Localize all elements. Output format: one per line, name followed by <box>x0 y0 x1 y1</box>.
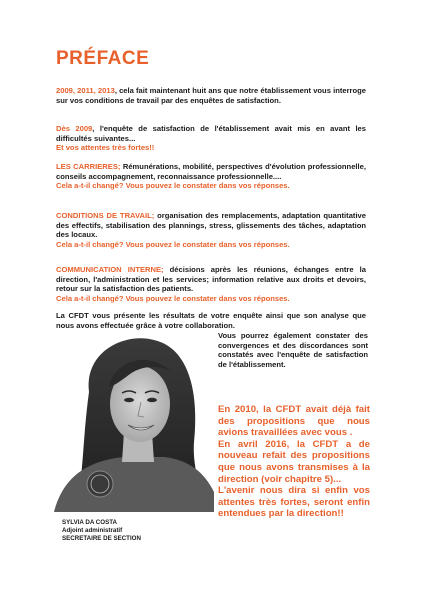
paragraph-conditions <box>56 211 366 249</box>
paragraph-cfdt-results: La CFDT vous présente les résultats de votre enquête ainsi que son analyse que nous avons effectuée grâce à votre collaboration. <box>56 311 366 330</box>
p2-text: , l'enquête de satisfaction de l'établissement avait mis en avant les difficultés suivantes... <box>56 124 367 143</box>
paragraph-communication <box>56 265 366 303</box>
caption-position: SECRETAIRE DE SECTION <box>62 535 141 542</box>
p3-lead: LES CARRIERES; <box>56 162 121 171</box>
paragraph-convergences: Vous pourrez également constater des convergences et des discordances sont constatés avec l'enquête de satisfaction de l'établissement. <box>218 331 368 369</box>
p4-lead: CONDITIONS DE TRAVAIL; <box>56 211 155 220</box>
paragraph-2009 <box>56 124 366 153</box>
p3-text: Rémunérations, mobilité, perspectives d'évolution professionnelle, conseils accompagnement, reconnaissance professionnelle.... <box>56 162 366 181</box>
p5-text: décisions après les réunions, échanges entre la direction, l'administration et les services; information relative aux droits et devoirs, retour sur la satisfaction des patients. <box>56 265 366 294</box>
p2-tail: Et vos attentes très fortes!! <box>56 143 155 153</box>
intro-text: , cela fait maintenant huit ans que notre établissement vous interroge sur vos conditions de travail par des enquêtes de satisfaction. <box>56 86 366 105</box>
p5-tail: Cela a-t-il changé? Vous pouvez le constater dans vos réponses. <box>56 293 290 303</box>
p2-lead: Dès 2009 <box>56 124 93 133</box>
portrait-illustration <box>54 332 214 512</box>
paragraph-carrieres <box>56 162 366 191</box>
photo-caption <box>62 519 141 543</box>
quote-line-avenir: L'avenir nous dira si enfin vos attentes très fortes, seront enfin entendues par la direction!! <box>218 485 370 520</box>
p4-text: organisation des remplacements, adaptation quantitative des effectifs, stabilisation des plannings, stress, glissements des tâches, adaptation des locaux. <box>56 211 367 240</box>
intro-years: 2009, 2011, 2013 <box>56 86 115 95</box>
p3-tail: Cela a-t-il changé? Vous pouvez le constater dans vos réponses. <box>56 181 290 191</box>
page-title: PRÉFACE <box>56 48 150 69</box>
quote-line-2010: En 2010, la CFDT avait déjà fait des propositions que nous avions travaillées avec vous . <box>218 404 370 439</box>
quote-line-2016: En avril 2016, la CFDT a de nouveau refait des propositions que nous avons transmises à la direction (voir chapitre 5)... <box>218 438 370 485</box>
p5-lead: COMMUNICATION INTERNE; <box>56 265 164 274</box>
highlight-quote <box>218 404 370 520</box>
caption-name: SYLVIA DA COSTA <box>62 519 117 526</box>
portrait-photo <box>54 332 214 512</box>
p4-tail: Cela a-t-il changé? Vous pouvez le constater dans vos réponses. <box>56 239 290 249</box>
caption-role: Adjoint administratif <box>62 527 123 534</box>
paragraph-intro <box>56 86 366 105</box>
